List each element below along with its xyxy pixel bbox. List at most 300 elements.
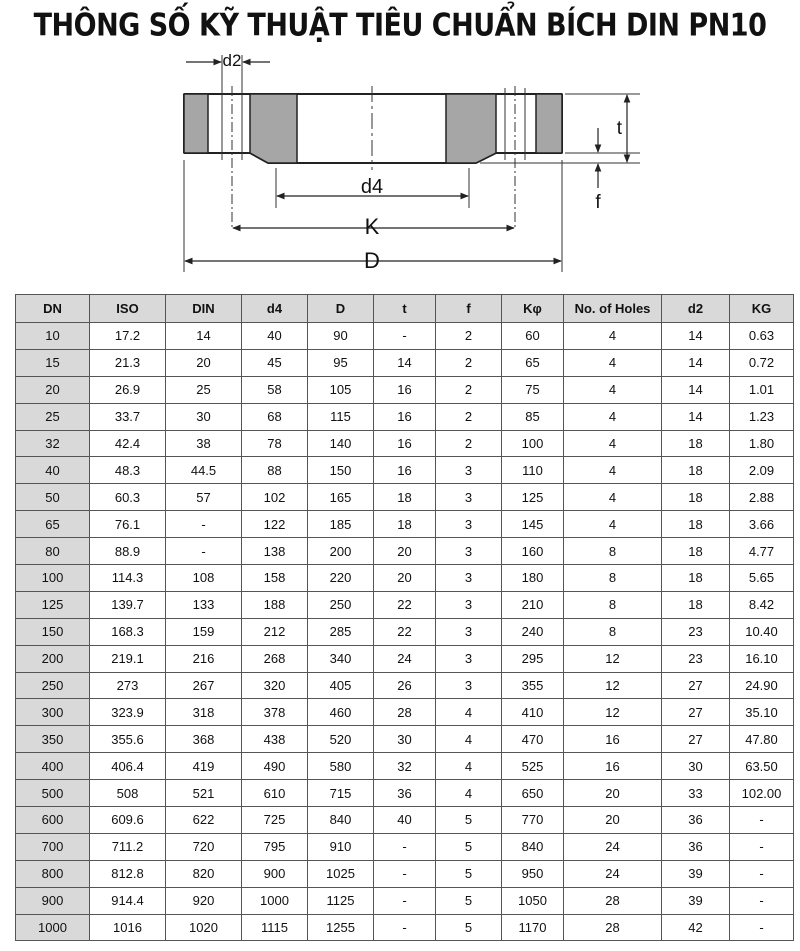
column-header: DIN bbox=[166, 295, 242, 323]
row-label-dn: 100 bbox=[16, 565, 90, 592]
table-cell: 4 bbox=[564, 323, 662, 350]
table-cell: 14 bbox=[662, 349, 730, 376]
table-cell: 840 bbox=[308, 807, 374, 834]
table-cell: 268 bbox=[242, 645, 308, 672]
table-cell: 27 bbox=[662, 672, 730, 699]
table-cell: 216 bbox=[166, 645, 242, 672]
table-cell: 102.00 bbox=[730, 780, 794, 807]
table-cell: 5 bbox=[436, 914, 502, 941]
table-cell: - bbox=[374, 887, 436, 914]
row-label-dn: 250 bbox=[16, 672, 90, 699]
table-cell: - bbox=[730, 914, 794, 941]
table-cell: 168.3 bbox=[90, 618, 166, 645]
table-row bbox=[16, 430, 794, 457]
table-cell: 22 bbox=[374, 618, 436, 645]
table-cell: 1115 bbox=[242, 914, 308, 941]
table-cell: 28 bbox=[564, 887, 662, 914]
shaded-outer-right bbox=[536, 94, 562, 153]
table-cell: 20 bbox=[564, 780, 662, 807]
table-row bbox=[16, 457, 794, 484]
table-cell: 102 bbox=[242, 484, 308, 511]
page-title: THÔNG SỐ KỸ THUẬT TIÊU CHUẨN BÍCH DIN PN10 bbox=[33, 8, 767, 44]
table-cell: 2 bbox=[436, 323, 502, 350]
table-row bbox=[16, 618, 794, 645]
table-cell: 1170 bbox=[502, 914, 564, 941]
table-row bbox=[16, 753, 794, 780]
table-cell: 2 bbox=[436, 349, 502, 376]
table-cell: 5 bbox=[436, 807, 502, 834]
table-cell: 4 bbox=[564, 349, 662, 376]
label-d: D bbox=[364, 248, 380, 273]
table-cell: 105 bbox=[308, 376, 374, 403]
table-cell: 2 bbox=[436, 430, 502, 457]
table-cell: 18 bbox=[662, 591, 730, 618]
table-cell: 33.7 bbox=[90, 403, 166, 430]
table-cell: 470 bbox=[502, 726, 564, 753]
table-cell: 267 bbox=[166, 672, 242, 699]
table-cell: 65 bbox=[502, 349, 564, 376]
table-cell: 900 bbox=[242, 860, 308, 887]
table-cell: 45 bbox=[242, 349, 308, 376]
table-cell: 26 bbox=[374, 672, 436, 699]
table-cell: 405 bbox=[308, 672, 374, 699]
table-cell: 36 bbox=[662, 833, 730, 860]
table-cell: 180 bbox=[502, 565, 564, 592]
column-header: d2 bbox=[662, 295, 730, 323]
table-cell: 438 bbox=[242, 726, 308, 753]
column-header: DN bbox=[16, 295, 90, 323]
table-cell: 220 bbox=[308, 565, 374, 592]
column-header: KG bbox=[730, 295, 794, 323]
table-cell: 90 bbox=[308, 323, 374, 350]
table-cell: 40 bbox=[242, 323, 308, 350]
column-header: t bbox=[374, 295, 436, 323]
table-cell: 770 bbox=[502, 807, 564, 834]
table-header-row bbox=[16, 295, 794, 323]
table-cell: 185 bbox=[308, 511, 374, 538]
table-row bbox=[16, 833, 794, 860]
table-cell: 355.6 bbox=[90, 726, 166, 753]
table-cell: 1.23 bbox=[730, 403, 794, 430]
table-cell: 820 bbox=[166, 860, 242, 887]
table-cell: 12 bbox=[564, 672, 662, 699]
table-cell: 25 bbox=[166, 376, 242, 403]
table-cell: 3 bbox=[436, 565, 502, 592]
table-cell: 4.77 bbox=[730, 538, 794, 565]
shaded-outer-left bbox=[184, 94, 208, 153]
table-cell: 3 bbox=[436, 618, 502, 645]
table-row bbox=[16, 914, 794, 941]
table-cell: 1255 bbox=[308, 914, 374, 941]
row-label-dn: 500 bbox=[16, 780, 90, 807]
table-cell: 12 bbox=[564, 645, 662, 672]
table-cell: 2.09 bbox=[730, 457, 794, 484]
table-cell: 63.50 bbox=[730, 753, 794, 780]
row-label-dn: 200 bbox=[16, 645, 90, 672]
table-cell: 715 bbox=[308, 780, 374, 807]
table-cell: 920 bbox=[166, 887, 242, 914]
table-cell: 5 bbox=[436, 833, 502, 860]
table-row bbox=[16, 887, 794, 914]
table-cell: 840 bbox=[502, 833, 564, 860]
table-cell: 27 bbox=[662, 726, 730, 753]
table-row bbox=[16, 699, 794, 726]
table-cell: 18 bbox=[662, 457, 730, 484]
table-cell: 914.4 bbox=[90, 887, 166, 914]
table-cell: 1050 bbox=[502, 887, 564, 914]
table-cell: 720 bbox=[166, 833, 242, 860]
table-cell: 57 bbox=[166, 484, 242, 511]
label-k: K bbox=[364, 214, 380, 239]
table-cell: 8 bbox=[564, 538, 662, 565]
table-cell: 18 bbox=[662, 430, 730, 457]
table-cell: 4 bbox=[436, 753, 502, 780]
table-cell: 0.72 bbox=[730, 349, 794, 376]
table-cell: 24.90 bbox=[730, 672, 794, 699]
table-row bbox=[16, 780, 794, 807]
table-cell: 355 bbox=[502, 672, 564, 699]
table-cell: 36 bbox=[662, 807, 730, 834]
table-cell: 16 bbox=[374, 457, 436, 484]
table-row bbox=[16, 645, 794, 672]
row-label-dn: 40 bbox=[16, 457, 90, 484]
table-cell: 18 bbox=[662, 511, 730, 538]
table-row bbox=[16, 807, 794, 834]
table-cell: 4 bbox=[436, 780, 502, 807]
table-cell: 78 bbox=[242, 430, 308, 457]
table-row bbox=[16, 349, 794, 376]
table-cell: 609.6 bbox=[90, 807, 166, 834]
row-label-dn: 65 bbox=[16, 511, 90, 538]
table-cell: 580 bbox=[308, 753, 374, 780]
table-row bbox=[16, 376, 794, 403]
table-cell: 212 bbox=[242, 618, 308, 645]
table-cell: 1020 bbox=[166, 914, 242, 941]
row-label-dn: 80 bbox=[16, 538, 90, 565]
table-cell: 26.9 bbox=[90, 376, 166, 403]
table-cell: 2.88 bbox=[730, 484, 794, 511]
table-cell: - bbox=[730, 807, 794, 834]
table-cell: 4 bbox=[436, 699, 502, 726]
column-header: No. of Holes bbox=[564, 295, 662, 323]
table-cell: 20 bbox=[374, 565, 436, 592]
table-cell: 18 bbox=[662, 538, 730, 565]
table-cell: 47.80 bbox=[730, 726, 794, 753]
table-cell: 1016 bbox=[90, 914, 166, 941]
table-cell: 1.01 bbox=[730, 376, 794, 403]
table-cell: 30 bbox=[166, 403, 242, 430]
table-cell: 8 bbox=[564, 618, 662, 645]
table-cell: 140 bbox=[308, 430, 374, 457]
table-cell: 58 bbox=[242, 376, 308, 403]
table-cell: 165 bbox=[308, 484, 374, 511]
flange-cross-section-diagram bbox=[0, 0, 800, 290]
table-cell: 30 bbox=[374, 726, 436, 753]
table-cell: 60.3 bbox=[90, 484, 166, 511]
table-cell: 5 bbox=[436, 860, 502, 887]
table-cell: 16 bbox=[374, 376, 436, 403]
table-cell: 27 bbox=[662, 699, 730, 726]
table-cell: 3 bbox=[436, 457, 502, 484]
column-header: Kφ bbox=[502, 295, 564, 323]
row-label-dn: 1000 bbox=[16, 914, 90, 941]
table-cell: - bbox=[730, 833, 794, 860]
table-cell: 525 bbox=[502, 753, 564, 780]
table-cell: 35.10 bbox=[730, 699, 794, 726]
table-cell: 318 bbox=[166, 699, 242, 726]
table-row bbox=[16, 565, 794, 592]
table-cell: 60 bbox=[502, 323, 564, 350]
table-cell: 24 bbox=[564, 860, 662, 887]
table-cell: 378 bbox=[242, 699, 308, 726]
table-row bbox=[16, 726, 794, 753]
table-cell: 38 bbox=[166, 430, 242, 457]
table-cell: 521 bbox=[166, 780, 242, 807]
table-row bbox=[16, 511, 794, 538]
table-cell: 76.1 bbox=[90, 511, 166, 538]
table-cell: 108 bbox=[166, 565, 242, 592]
table-cell: 410 bbox=[502, 699, 564, 726]
table-cell: 18 bbox=[374, 484, 436, 511]
column-header: d4 bbox=[242, 295, 308, 323]
table-cell: 406.4 bbox=[90, 753, 166, 780]
flange-spec-table bbox=[15, 294, 794, 941]
table-cell: 85 bbox=[502, 403, 564, 430]
table-cell: 17.2 bbox=[90, 323, 166, 350]
table-row bbox=[16, 403, 794, 430]
table-cell: 16 bbox=[564, 753, 662, 780]
table-cell: 3.66 bbox=[730, 511, 794, 538]
table-cell: 100 bbox=[502, 430, 564, 457]
table-cell: 1025 bbox=[308, 860, 374, 887]
table-cell: 145 bbox=[502, 511, 564, 538]
table-cell: 39 bbox=[662, 887, 730, 914]
row-label-dn: 800 bbox=[16, 860, 90, 887]
table-cell: 150 bbox=[308, 457, 374, 484]
row-label-dn: 15 bbox=[16, 349, 90, 376]
table-cell: 4 bbox=[564, 403, 662, 430]
table-cell: 188 bbox=[242, 591, 308, 618]
table-cell: 20 bbox=[166, 349, 242, 376]
row-label-dn: 350 bbox=[16, 726, 90, 753]
table-cell: 950 bbox=[502, 860, 564, 887]
table-cell: 508 bbox=[90, 780, 166, 807]
table-cell: 42.4 bbox=[90, 430, 166, 457]
label-f: f bbox=[595, 192, 601, 213]
table-cell: 8 bbox=[564, 591, 662, 618]
table-cell: 5 bbox=[436, 887, 502, 914]
table-cell: 30 bbox=[662, 753, 730, 780]
table-row bbox=[16, 484, 794, 511]
table-cell: - bbox=[730, 860, 794, 887]
table-cell: 520 bbox=[308, 726, 374, 753]
row-label-dn: 10 bbox=[16, 323, 90, 350]
table-cell: 159 bbox=[166, 618, 242, 645]
table-cell: 4 bbox=[436, 726, 502, 753]
table-cell: 1.80 bbox=[730, 430, 794, 457]
table-cell: 88 bbox=[242, 457, 308, 484]
table-cell: 210 bbox=[502, 591, 564, 618]
table-cell: 4 bbox=[564, 430, 662, 457]
table-cell: 133 bbox=[166, 591, 242, 618]
column-header: D bbox=[308, 295, 374, 323]
table-cell: 75 bbox=[502, 376, 564, 403]
row-label-dn: 400 bbox=[16, 753, 90, 780]
table-cell: 711.2 bbox=[90, 833, 166, 860]
table-cell: 240 bbox=[502, 618, 564, 645]
table-cell: 158 bbox=[242, 565, 308, 592]
table-cell: 219.1 bbox=[90, 645, 166, 672]
table-cell: 20 bbox=[374, 538, 436, 565]
row-label-dn: 700 bbox=[16, 833, 90, 860]
table-cell: 24 bbox=[374, 645, 436, 672]
table-cell: 23 bbox=[662, 618, 730, 645]
table-cell: 323.9 bbox=[90, 699, 166, 726]
table-cell: 460 bbox=[308, 699, 374, 726]
table-cell: 28 bbox=[374, 699, 436, 726]
row-label-dn: 50 bbox=[16, 484, 90, 511]
table-row bbox=[16, 591, 794, 618]
table-cell: 3 bbox=[436, 484, 502, 511]
table-cell: 0.63 bbox=[730, 323, 794, 350]
table-cell: 4 bbox=[564, 457, 662, 484]
table-cell: 14 bbox=[662, 403, 730, 430]
table-cell: 125 bbox=[502, 484, 564, 511]
table-cell: 650 bbox=[502, 780, 564, 807]
table-cell: 24 bbox=[564, 833, 662, 860]
table-cell: 48.3 bbox=[90, 457, 166, 484]
table-cell: 114.3 bbox=[90, 565, 166, 592]
table-cell: 273 bbox=[90, 672, 166, 699]
table-cell: 795 bbox=[242, 833, 308, 860]
table-cell: 138 bbox=[242, 538, 308, 565]
table-cell: 18 bbox=[662, 565, 730, 592]
table-cell: 23 bbox=[662, 645, 730, 672]
table-cell: 725 bbox=[242, 807, 308, 834]
table-cell: 28 bbox=[564, 914, 662, 941]
column-header: f bbox=[436, 295, 502, 323]
row-label-dn: 600 bbox=[16, 807, 90, 834]
table-cell: 4 bbox=[564, 484, 662, 511]
table-row bbox=[16, 323, 794, 350]
table-cell: 39 bbox=[662, 860, 730, 887]
table-cell: 95 bbox=[308, 349, 374, 376]
table-cell: 68 bbox=[242, 403, 308, 430]
table-cell: 36 bbox=[374, 780, 436, 807]
table-cell: 12 bbox=[564, 699, 662, 726]
table-cell: 610 bbox=[242, 780, 308, 807]
table-cell: - bbox=[730, 887, 794, 914]
label-d4: d4 bbox=[360, 176, 384, 198]
table-cell: 42 bbox=[662, 914, 730, 941]
table-cell: 4 bbox=[564, 376, 662, 403]
table-cell: 88.9 bbox=[90, 538, 166, 565]
table-cell: 20 bbox=[564, 807, 662, 834]
table-cell: 2 bbox=[436, 376, 502, 403]
table-cell: - bbox=[374, 833, 436, 860]
row-label-dn: 125 bbox=[16, 591, 90, 618]
table-cell: 2 bbox=[436, 403, 502, 430]
table-cell: 285 bbox=[308, 618, 374, 645]
table-cell: 160 bbox=[502, 538, 564, 565]
table-cell: 3 bbox=[436, 591, 502, 618]
table-cell: 622 bbox=[166, 807, 242, 834]
table-cell: 122 bbox=[242, 511, 308, 538]
table-row bbox=[16, 538, 794, 565]
table-cell: 16 bbox=[564, 726, 662, 753]
table-cell: 14 bbox=[662, 323, 730, 350]
table-cell: 812.8 bbox=[90, 860, 166, 887]
table-cell: 1000 bbox=[242, 887, 308, 914]
table-cell: 44.5 bbox=[166, 457, 242, 484]
table-cell: 295 bbox=[502, 645, 564, 672]
table-cell: 3 bbox=[436, 511, 502, 538]
table-cell: 14 bbox=[662, 376, 730, 403]
table-cell: 490 bbox=[242, 753, 308, 780]
table-cell: 3 bbox=[436, 645, 502, 672]
table-cell: 8.42 bbox=[730, 591, 794, 618]
table-cell: - bbox=[166, 511, 242, 538]
table-cell: 21.3 bbox=[90, 349, 166, 376]
table-cell: 40 bbox=[374, 807, 436, 834]
table-cell: 18 bbox=[374, 511, 436, 538]
table-cell: - bbox=[374, 914, 436, 941]
table-cell: 340 bbox=[308, 645, 374, 672]
table-cell: 419 bbox=[166, 753, 242, 780]
table-cell: 10.40 bbox=[730, 618, 794, 645]
column-header: ISO bbox=[90, 295, 166, 323]
table-cell: 14 bbox=[166, 323, 242, 350]
table-cell: 16 bbox=[374, 403, 436, 430]
table-cell: 5.65 bbox=[730, 565, 794, 592]
table-cell: 8 bbox=[564, 565, 662, 592]
table-row bbox=[16, 672, 794, 699]
table-cell: 14 bbox=[374, 349, 436, 376]
table-cell: - bbox=[374, 323, 436, 350]
shaded-inner-left bbox=[250, 94, 297, 163]
row-label-dn: 150 bbox=[16, 618, 90, 645]
table-cell: 3 bbox=[436, 672, 502, 699]
table-row bbox=[16, 860, 794, 887]
table-cell: 16 bbox=[374, 430, 436, 457]
table-cell: 18 bbox=[662, 484, 730, 511]
table-cell: 250 bbox=[308, 591, 374, 618]
table-cell: 368 bbox=[166, 726, 242, 753]
table-cell: 1125 bbox=[308, 887, 374, 914]
row-label-dn: 20 bbox=[16, 376, 90, 403]
table-cell: 110 bbox=[502, 457, 564, 484]
table-cell: 22 bbox=[374, 591, 436, 618]
row-label-dn: 32 bbox=[16, 430, 90, 457]
table-cell: 115 bbox=[308, 403, 374, 430]
table-cell: 910 bbox=[308, 833, 374, 860]
table-cell: 200 bbox=[308, 538, 374, 565]
table-cell: 32 bbox=[374, 753, 436, 780]
table-cell: 16.10 bbox=[730, 645, 794, 672]
table-body bbox=[16, 323, 794, 941]
row-label-dn: 900 bbox=[16, 887, 90, 914]
table-cell: 139.7 bbox=[90, 591, 166, 618]
table-cell: 3 bbox=[436, 538, 502, 565]
label-d2: d2 bbox=[222, 51, 242, 70]
shaded-inner-right bbox=[446, 94, 496, 163]
label-t: t bbox=[616, 118, 622, 139]
table-cell: 4 bbox=[564, 511, 662, 538]
table-cell: - bbox=[166, 538, 242, 565]
table-cell: 320 bbox=[242, 672, 308, 699]
table-cell: 33 bbox=[662, 780, 730, 807]
row-label-dn: 25 bbox=[16, 403, 90, 430]
